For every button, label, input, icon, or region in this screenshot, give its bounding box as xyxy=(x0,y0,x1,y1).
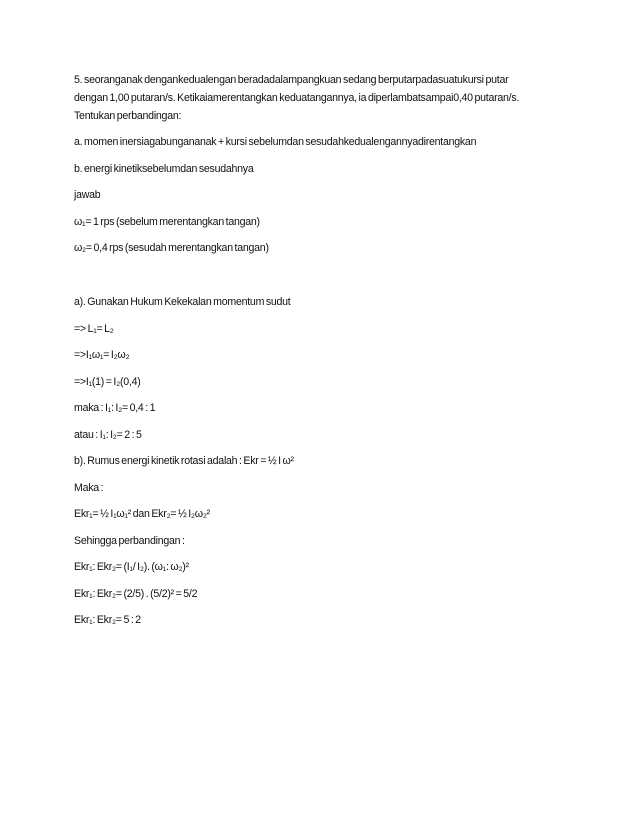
answer-a-step-1: => L₁= L₂ xyxy=(74,322,114,335)
answer-a-step-2: =>I₁ω₁= I₂ω₂ xyxy=(74,349,130,361)
question-part-b: b. energi kinetiksebelumdan sesudahnya xyxy=(74,162,254,175)
answer-a-step-3: =>I₁(1) = I₂(0,4) xyxy=(74,375,141,388)
answer-b-step-2: Ekr₁= ½ I₁ω₁² dan Ekr₂= ½ I₂ω₂² xyxy=(74,508,210,520)
question-line-3: Tentukan perbandingan: xyxy=(74,110,182,122)
answer-b-intro: b). Rumus energi kinetik rotasi adalah : Ekr = ½ I ω² xyxy=(74,455,294,467)
question-line-2: dengan 1,00 putaran/s. Ketikaiamerentangkan keduatangannya, ia diperlambatsampai0,40 putaran/s. xyxy=(74,92,520,104)
answer-b-step-6: Ekr₁: Ekr₂= 5 : 2 xyxy=(74,614,141,626)
answer-heading: jawab xyxy=(74,189,101,201)
answer-b-step-4: Ekr₁: Ekr₂= (I₁/ I₂). (ω₁: ω₂)² xyxy=(74,561,189,573)
answer-a-step-4: maka : I₁: I₂= 0,4 : 1 xyxy=(74,402,156,414)
document-body xyxy=(74,71,574,629)
answer-b-step-5: Ekr₁: Ekr₂= (2/5) . (5/2)² = 5/2 xyxy=(74,587,198,600)
question-line-1: 5. seoranganak dengankedualengan beradadalampangkuan sedang berputarpadasuatukursi putar xyxy=(74,74,509,86)
answer-omega-2: ω₂= 0,4 rps (sesudah merentangkan tangan) xyxy=(74,242,269,254)
answer-b-step-1: Maka : xyxy=(74,481,104,494)
answer-b-step-3: Sehingga perbandingan : xyxy=(74,534,185,547)
answer-omega-1: ω₁= 1 rps (sebelum merentangkan tangan) xyxy=(74,215,260,228)
question-part-a: a. momen inersiagabungananak + kursi sebelumdan sesudahkedualengannyadirentangkan xyxy=(74,136,477,148)
answer-a-step-5: atau : I₁: I₂= 2 : 5 xyxy=(74,428,142,441)
answer-a-intro: a). Gunakan Hukum Kekekalan momentum sudut xyxy=(74,296,291,308)
